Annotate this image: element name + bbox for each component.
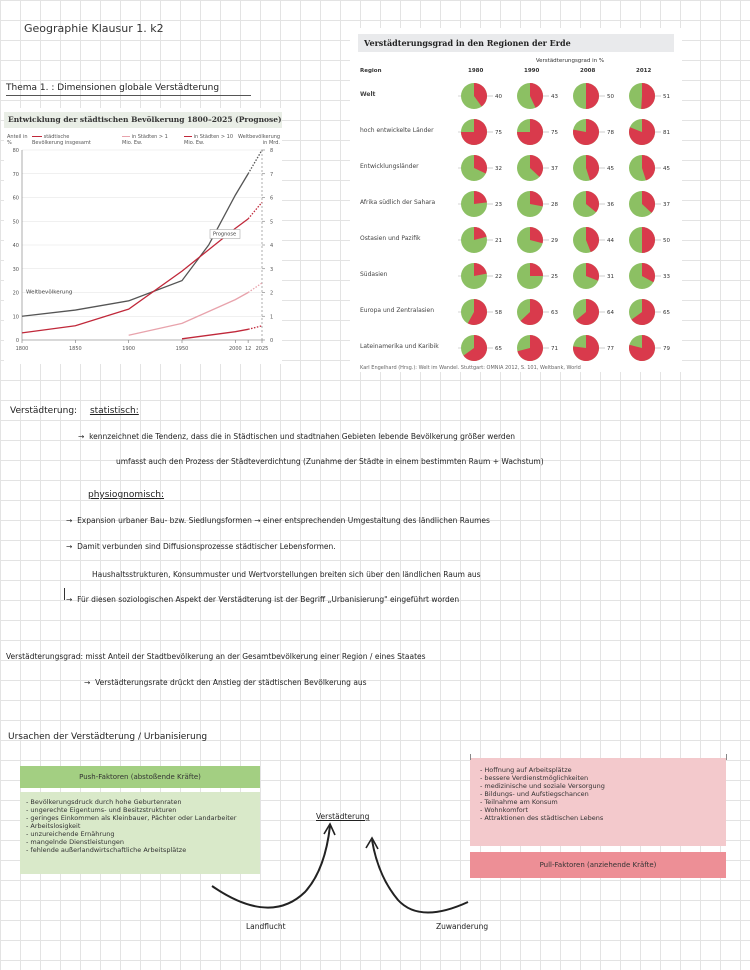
y-tick-label: 0 [15,338,19,344]
x-tick-label: 1850 [68,346,82,352]
pie-value-label: 23 [495,202,502,208]
y2-tick-label: 0 [270,338,274,344]
pie-value-label: 78 [607,130,614,136]
pie-source: Karl Engelhard (Hrsg.): Welt im Wandel. Stuttgart: OMNIA 2012, S. 101, Weltbank, World [360,365,581,371]
zuwanderung-label: Zuwanderung [436,922,489,931]
pull-item: - bessere Verdienstmöglichkeiten [480,774,589,782]
y-tick-label: 10 [12,314,19,321]
note-6-text: Für diesen soziologischen Aspekt der Verstädterung ist der Begriff „Urbanisierung" eingeführt worden [77,595,460,604]
note-4-text: Damit verbunden sind Diffusionsprozesse städtischer Lebensformen. [77,542,336,551]
pie-value-label: 45 [607,166,614,172]
annotation-weltbevoelkerung: Weltbevölkerung [26,289,73,296]
pie-value-label: 45 [663,166,670,172]
y2-tick-label: 1 [270,314,274,321]
push-item: - unzureichende Ernährung [26,830,115,838]
pie-value-label: 58 [495,310,502,316]
pie-value-label: 40 [495,94,502,100]
note-line-3: → Expansion urbaner Bau- bzw. Siedlungsformen → einer entsprechenden Umgestaltung des ländlichen Raumes [66,516,490,525]
left-axis-label: Anteil in % [7,134,28,146]
physiognomisch-label: physiognomisch: [88,490,165,500]
push-item: - geringes Einkommen als Kleinbauer, Pächter oder Landarbeiter [26,814,237,822]
pie-value-label: 65 [495,346,502,352]
push-item: - ungerechte Eigentums- und Besitzstrukturen [26,806,177,814]
year-header: 1990 [524,68,540,74]
region-label: Südasien [360,271,388,278]
note-2-text: umfasst auch den Prozess der Städteverdichtung (Zunahme der Städte in einem bestimmten Raum + Wachstum) [116,457,544,466]
series-line [182,329,248,339]
pie-value-label: 25 [551,274,558,280]
year-header: 1980 [468,68,484,74]
note-6-bracket [64,588,65,600]
pull-item: - Bildungs- und Aufstiegschancen [480,790,589,798]
pie-value-label: 37 [551,166,558,172]
pie-urban-slice [641,83,655,109]
ursachen-heading: Ursachen der Verstädterung / Urbanisierung [8,732,208,742]
thema-heading [6,83,219,93]
year-header: 2012 [636,68,652,74]
y2-tick-label: 5 [270,219,274,226]
pie-value-label: 65 [663,310,670,316]
region-label: Afrika südlich der Sahara [360,199,436,206]
y2-tick-label: 8 [270,148,274,154]
y-tick-label: 20 [12,290,19,297]
verstaedterung-label: Verstädterung: [10,406,78,416]
pull-tick [470,754,471,760]
right-axis-label: Weltbevölkerung in Mrd. [238,134,281,146]
thema-underline [6,95,251,96]
pie-value-label: 32 [495,166,502,172]
note-1-text: kennzeichnet die Tendenz, dass die in Städtischen und stadtnahen Gebieten lebende Bevölkerung größer werden [89,432,516,441]
y-tick-label: 70 [12,171,19,178]
pull-body-box [470,758,726,846]
diagram-center-label: Verstädterung [316,812,370,821]
x-tick-label: 1800 [15,346,29,352]
y2-tick-label: 7 [270,171,274,178]
y2-tick-label: 2 [270,290,274,297]
zuwanderung-arrow [372,840,468,913]
notes-heading-1 [10,406,139,416]
series-projection [248,283,262,293]
pull-list [470,758,726,830]
note-line-4: → Damit verbunden sind Diffusionsprozesse städtischer Lebensformen. [66,542,336,551]
y-tick-label: 60 [12,195,19,202]
landflucht-label: Landflucht [246,922,286,931]
pull-header: Pull-Faktoren (anziehende Kräfte) [539,861,657,869]
statistisch-label: statistisch: [89,406,139,416]
note-line-8: → Verstädterungsrate drückt den Anstieg der städtischen Bevölkerung aus [84,678,367,687]
note-5-text: Haushaltsstrukturen, Konsummuster und Wertvorstellungen breiten sich über den ländlichen Raum aus [92,570,481,579]
region-label: Lateinamerika und Karibik [360,343,439,350]
y-tick-label: 80 [12,148,19,154]
region-label: Ostasien und Pazifik [360,235,421,242]
legend-10mio-label: in Städten > 10 Mio. Ew. [184,134,234,146]
pull-item: - medizinische und soziale Versorgung [480,782,605,790]
note-line-1: → kennzeichnet die Tendenz, dass die in Städtischen und stadtnahen Gebieten lebende Bevölkerung größer werden [78,432,516,441]
series-projection [248,202,262,219]
y-tick-label: 50 [12,219,19,226]
region-label: hoch entwickelte Länder [360,127,434,134]
x-tick-label: 2000 [228,346,242,352]
series-projection [248,326,262,330]
pie-value-label: 75 [551,130,558,136]
series-projection [248,150,262,174]
pie-value-label: 22 [495,274,502,280]
landflucht-arrow [212,826,330,908]
push-header-box [20,766,260,788]
pie-value-label: 50 [663,238,670,244]
region-label: Europa und Zentralasien [360,307,435,314]
pie-value-label: 64 [607,310,614,316]
push-item: - fehlende außerlandwirtschaftliche Arbeitsplätze [26,846,187,854]
annotation-prognose: Prognose [213,231,237,238]
pull-item: - Wohnkomfort [480,806,529,814]
push-item: - Bevölkerungsdruck durch hohe Geburtenraten [26,798,182,806]
urban-population-chart [4,108,282,364]
y-tick-label: 30 [12,266,19,273]
line-chart-svg [4,108,282,364]
diagram-arrows-svg [190,820,490,930]
chart-heading: Entwicklung der städtischen Bevölkerung 1800–2025 (Prognose) [4,112,282,128]
pie-value-label: 29 [551,238,558,244]
pie-value-label: 51 [663,94,670,100]
pie-value-label: 21 [495,238,502,244]
page-title: Geographie Klausur 1. k2 [24,22,164,35]
pie-value-label: 71 [551,346,558,352]
pie-value-label: 33 [663,274,670,280]
pull-tick [726,754,727,760]
pie-value-label: 77 [607,346,614,352]
pie-column-header: Verstädterungsgrad in % [535,58,605,64]
thema-text: Thema 1. : Dimensionen globale Verstädterung [6,83,220,93]
pie-urban-slice [586,83,599,109]
pie-value-label: 43 [551,94,558,100]
pie-value-label: 63 [551,310,558,316]
pie-row-header: Region [360,68,382,74]
pie-urban-slice [530,263,543,276]
pie-table-title: Verstädterungsgrad in den Regionen der Erde [358,34,674,52]
pie-value-label: 28 [551,202,558,208]
pull-header-box [470,852,726,878]
push-item: - Arbeitslosigkeit [26,822,81,830]
x-tick-label: 1900 [122,346,136,352]
pie-value-label: 44 [607,238,614,244]
pie-urban-slice [642,227,655,253]
x-tick-label: 12 [244,346,252,352]
x-tick-label: 2025 [255,346,269,352]
urbanization-pie-table [350,28,682,372]
legend-urban-label: städtische Bevölkerung insgesamt [32,134,91,146]
pie-value-label: 75 [495,130,502,136]
pie-value-label: 36 [607,202,614,208]
pie-value-label: 31 [607,274,614,280]
note-line-6: → Für diesen soziologischen Aspekt der Verstädterung ist der Begriff „Urbanisierung" eingeführt worden [66,595,460,604]
note-7-text: Verstädterungsgrad: misst Anteil der Stadtbevölkerung an der Gesamtbevölkerung einer Region / eines Staates [6,652,426,661]
y-tick-label: 40 [12,243,19,249]
x-tick-label: 1950 [175,346,189,352]
pie-urban-slice [474,191,487,204]
pie-value-label: 79 [663,346,670,352]
year-header: 2008 [580,68,596,74]
region-label: Entwicklungsländer [360,163,419,170]
pie-value-label: 37 [663,202,670,208]
note-8-text: Verstädterungsrate drückt den Anstieg der städtischen Bevölkerung aus [95,678,367,687]
push-header: Push-Faktoren (abstoßende Kräfte) [79,773,201,781]
y2-tick-label: 4 [270,243,274,249]
pull-item: - Hoffnung auf Arbeitsplätze [480,766,572,774]
legend-1mio-label: in Städten > 1 Mio. Ew. [122,134,168,146]
pie-value-label: 50 [607,94,614,100]
push-item: - mangelnde Dienstleistungen [26,838,124,846]
pie-value-label: 81 [663,130,670,136]
pie-urban-slice [530,191,543,206]
y2-tick-label: 3 [270,266,274,273]
series-line [129,293,248,336]
note-3-text: Expansion urbaner Bau- bzw. Siedlungsformen → einer entsprechenden Umgestaltung des ländlichen Raumes [77,516,490,525]
pull-item: - Teilnahme am Konsum [480,798,558,806]
pull-item: - Attraktionen des städtischen Lebens [480,814,604,822]
y2-tick-label: 6 [270,195,274,202]
region-label: Welt [360,91,376,98]
